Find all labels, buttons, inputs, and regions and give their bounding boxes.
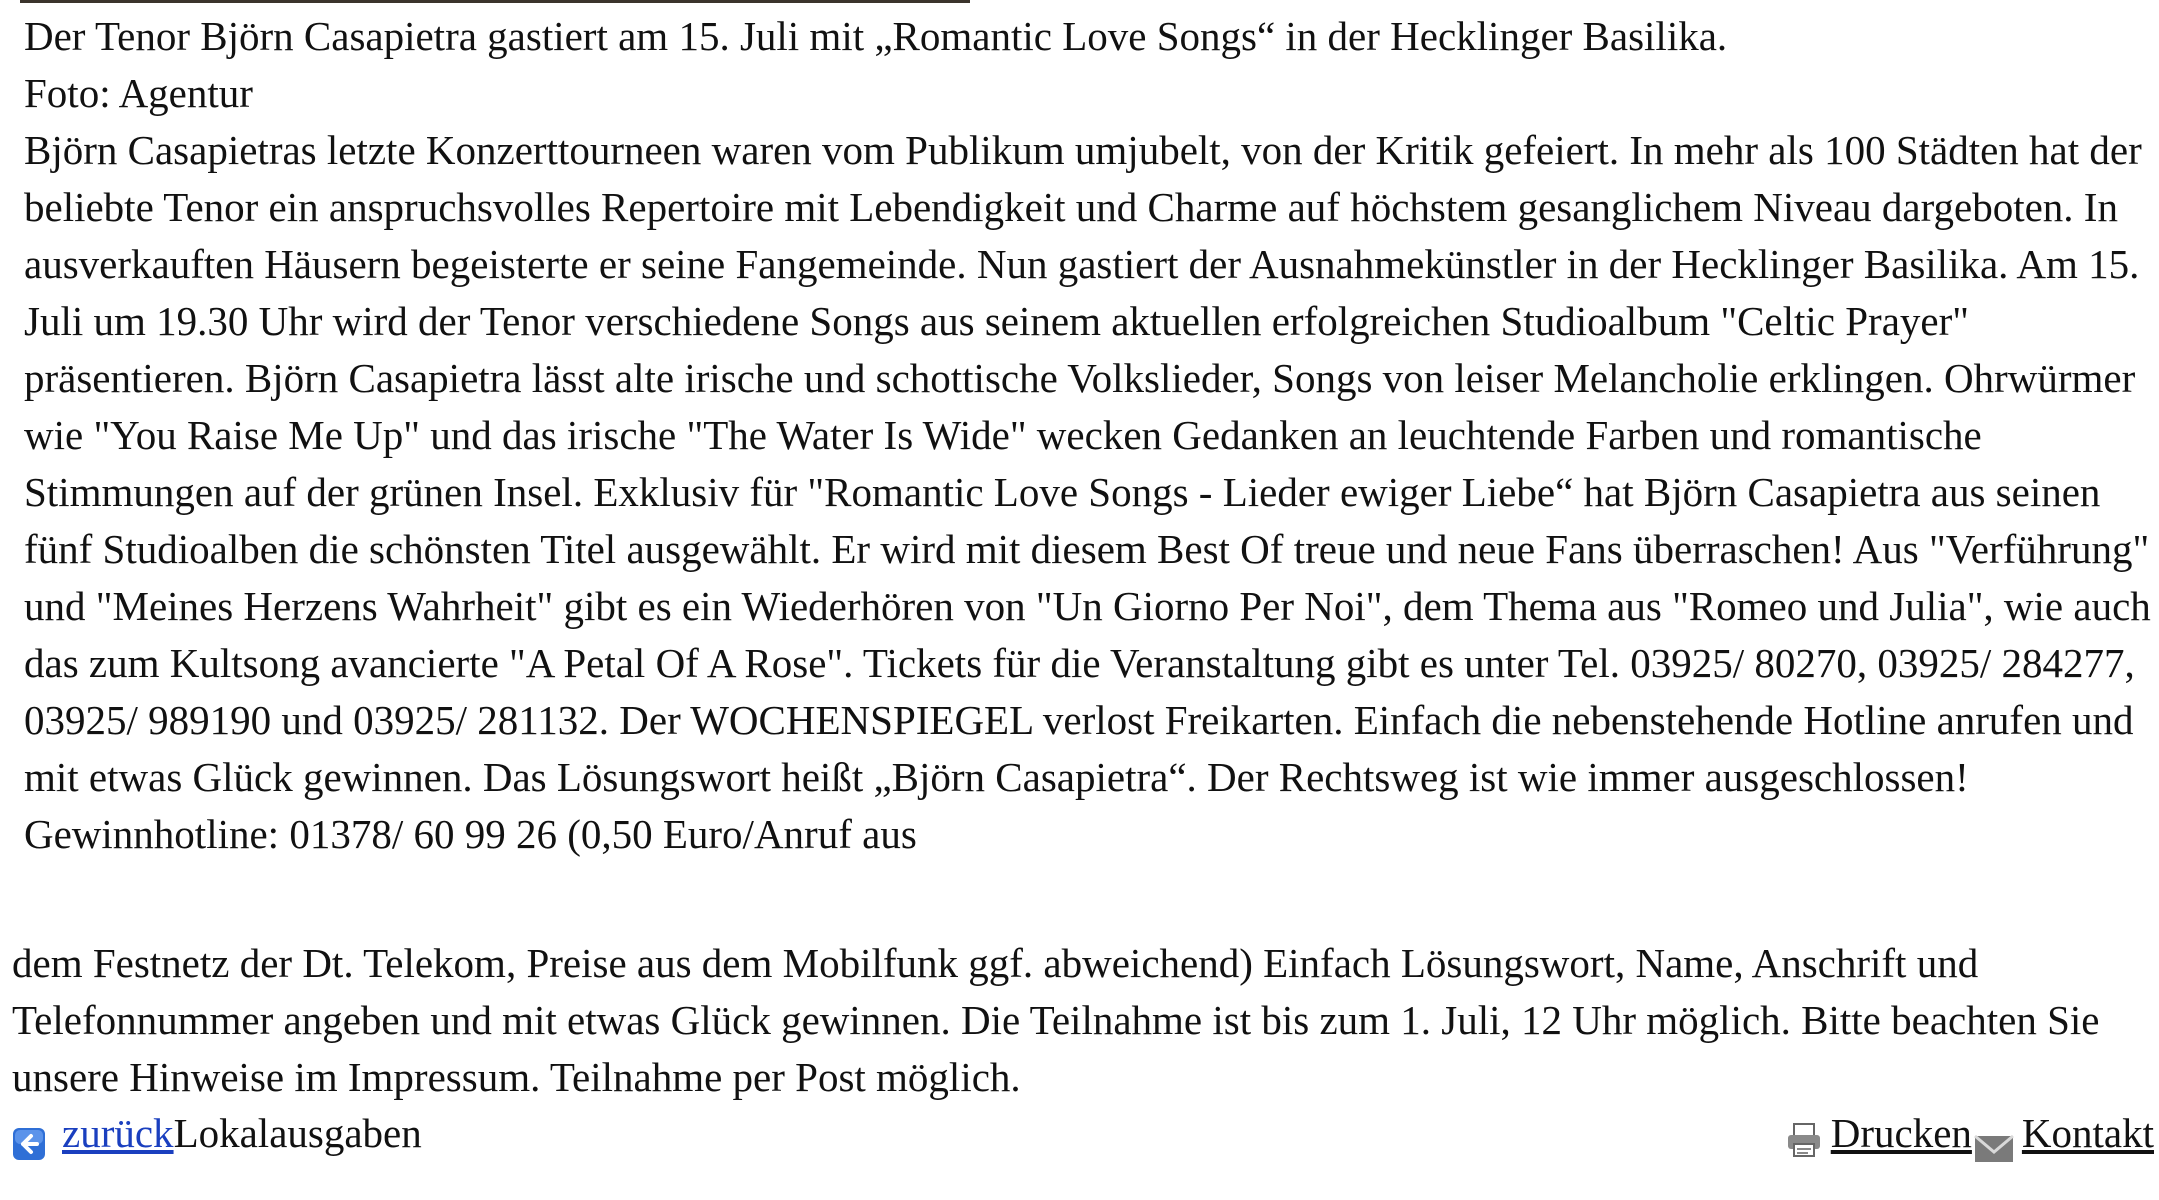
envelope-icon[interactable] (1974, 1122, 2014, 1152)
arrow-left-icon[interactable] (12, 1119, 46, 1153)
back-link[interactable]: zurück (62, 1110, 174, 1156)
article-continuation-block (12, 935, 2152, 1106)
image-bottom-edge (20, 0, 970, 3)
photo-credit: Foto: Agentur (24, 70, 253, 116)
article-content (24, 8, 2154, 863)
contact-link[interactable]: Kontakt (2021, 1110, 2154, 1156)
image-caption: Der Tenor Björn Casapietra gastiert am 15. Juli mit „Romantic Love Songs“ in der Hecklinger Basilika. (24, 13, 1728, 59)
section-label: Lokalausgaben (173, 1110, 422, 1156)
article-continuation: dem Festnetz der Dt. Telekom, Preise aus dem Mobilfunk ggf. abweichend) Einfach Lösungswort, Name, Anschrift und Telefonnummer angeben und mit etwas Glück gewinnen. Die Teilnahme ist bis zum 1. Juli, 12 Uhr möglich. Bitte beachten Sie unsere Hinweise im Impressum. Teilnahme per Post möglich. (12, 940, 2100, 1100)
article-footer (12, 1105, 2154, 1165)
article-body: Björn Casapietras letzte Konzerttourneen waren vom Publikum umjubelt, von der Kritik gefeiert. In mehr als 100 Städten hat der beliebte Tenor ein anspruchsvolles Repertoire mit Lebendigkeit und Charme auf höchstem gesanglichem Niveau dargeboten. In ausverkauften Häusern begeisterte er seine Fangemeinde. Nun gastiert der Ausnahmekünstler in der Hecklinger Basilika. Am 15. Juli um 19.30 Uhr wird der Tenor verschiedene Songs aus seinem aktuellen erfolgreichen Studioalbum "Celtic Prayer" präsentieren. Björn Casapietra lässt alte irische und schottische Volkslieder, Songs von leiser Melancholie erklingen. Ohrwürmer wie "You Raise Me Up" und das irische "The Water Is Wide" wecken Gedanken an leuchtende Farben und romantische Stimmungen auf der grünen Insel. Exklusiv für "Romantic Love Songs - Lieder ewiger Liebe“ hat Björn Casapietra aus seinen fünf Studioalben die schönsten Titel ausgewählt. Er wird mit diesem Best Of treue und neue Fans überraschen! Aus "Verführung" und "Meines Herzens Wahrheit" gibt es ein Wiederhören von "Un Giorno Per Noi", dem Thema aus "Romeo und Julia", wie auch das zum Kultsong avancierte "A Petal Of A Rose". Tickets für die Veranstaltung gibt es unter Tel. 03925/ 80270, 03925/ 284277, 03925/ 989190 und 03925/ 281132. Der WOCHENSPIEGEL verlost Freikarten. Einfach die nebenstehende Hotline anrufen und mit etwas Glück gewinnen. Das Lösungswort heißt „Björn Casapietra“. Der Rechtsweg ist wie immer ausgeschlossen! Gewinnhotline: 01378/ 60 99 26 (0,50 Euro/Anruf aus (24, 127, 2151, 857)
print-link[interactable]: Drucken (1830, 1110, 1972, 1156)
printer-icon[interactable] (1785, 1117, 1823, 1155)
footer-right (1785, 1105, 2154, 1162)
footer-left (12, 1105, 422, 1162)
